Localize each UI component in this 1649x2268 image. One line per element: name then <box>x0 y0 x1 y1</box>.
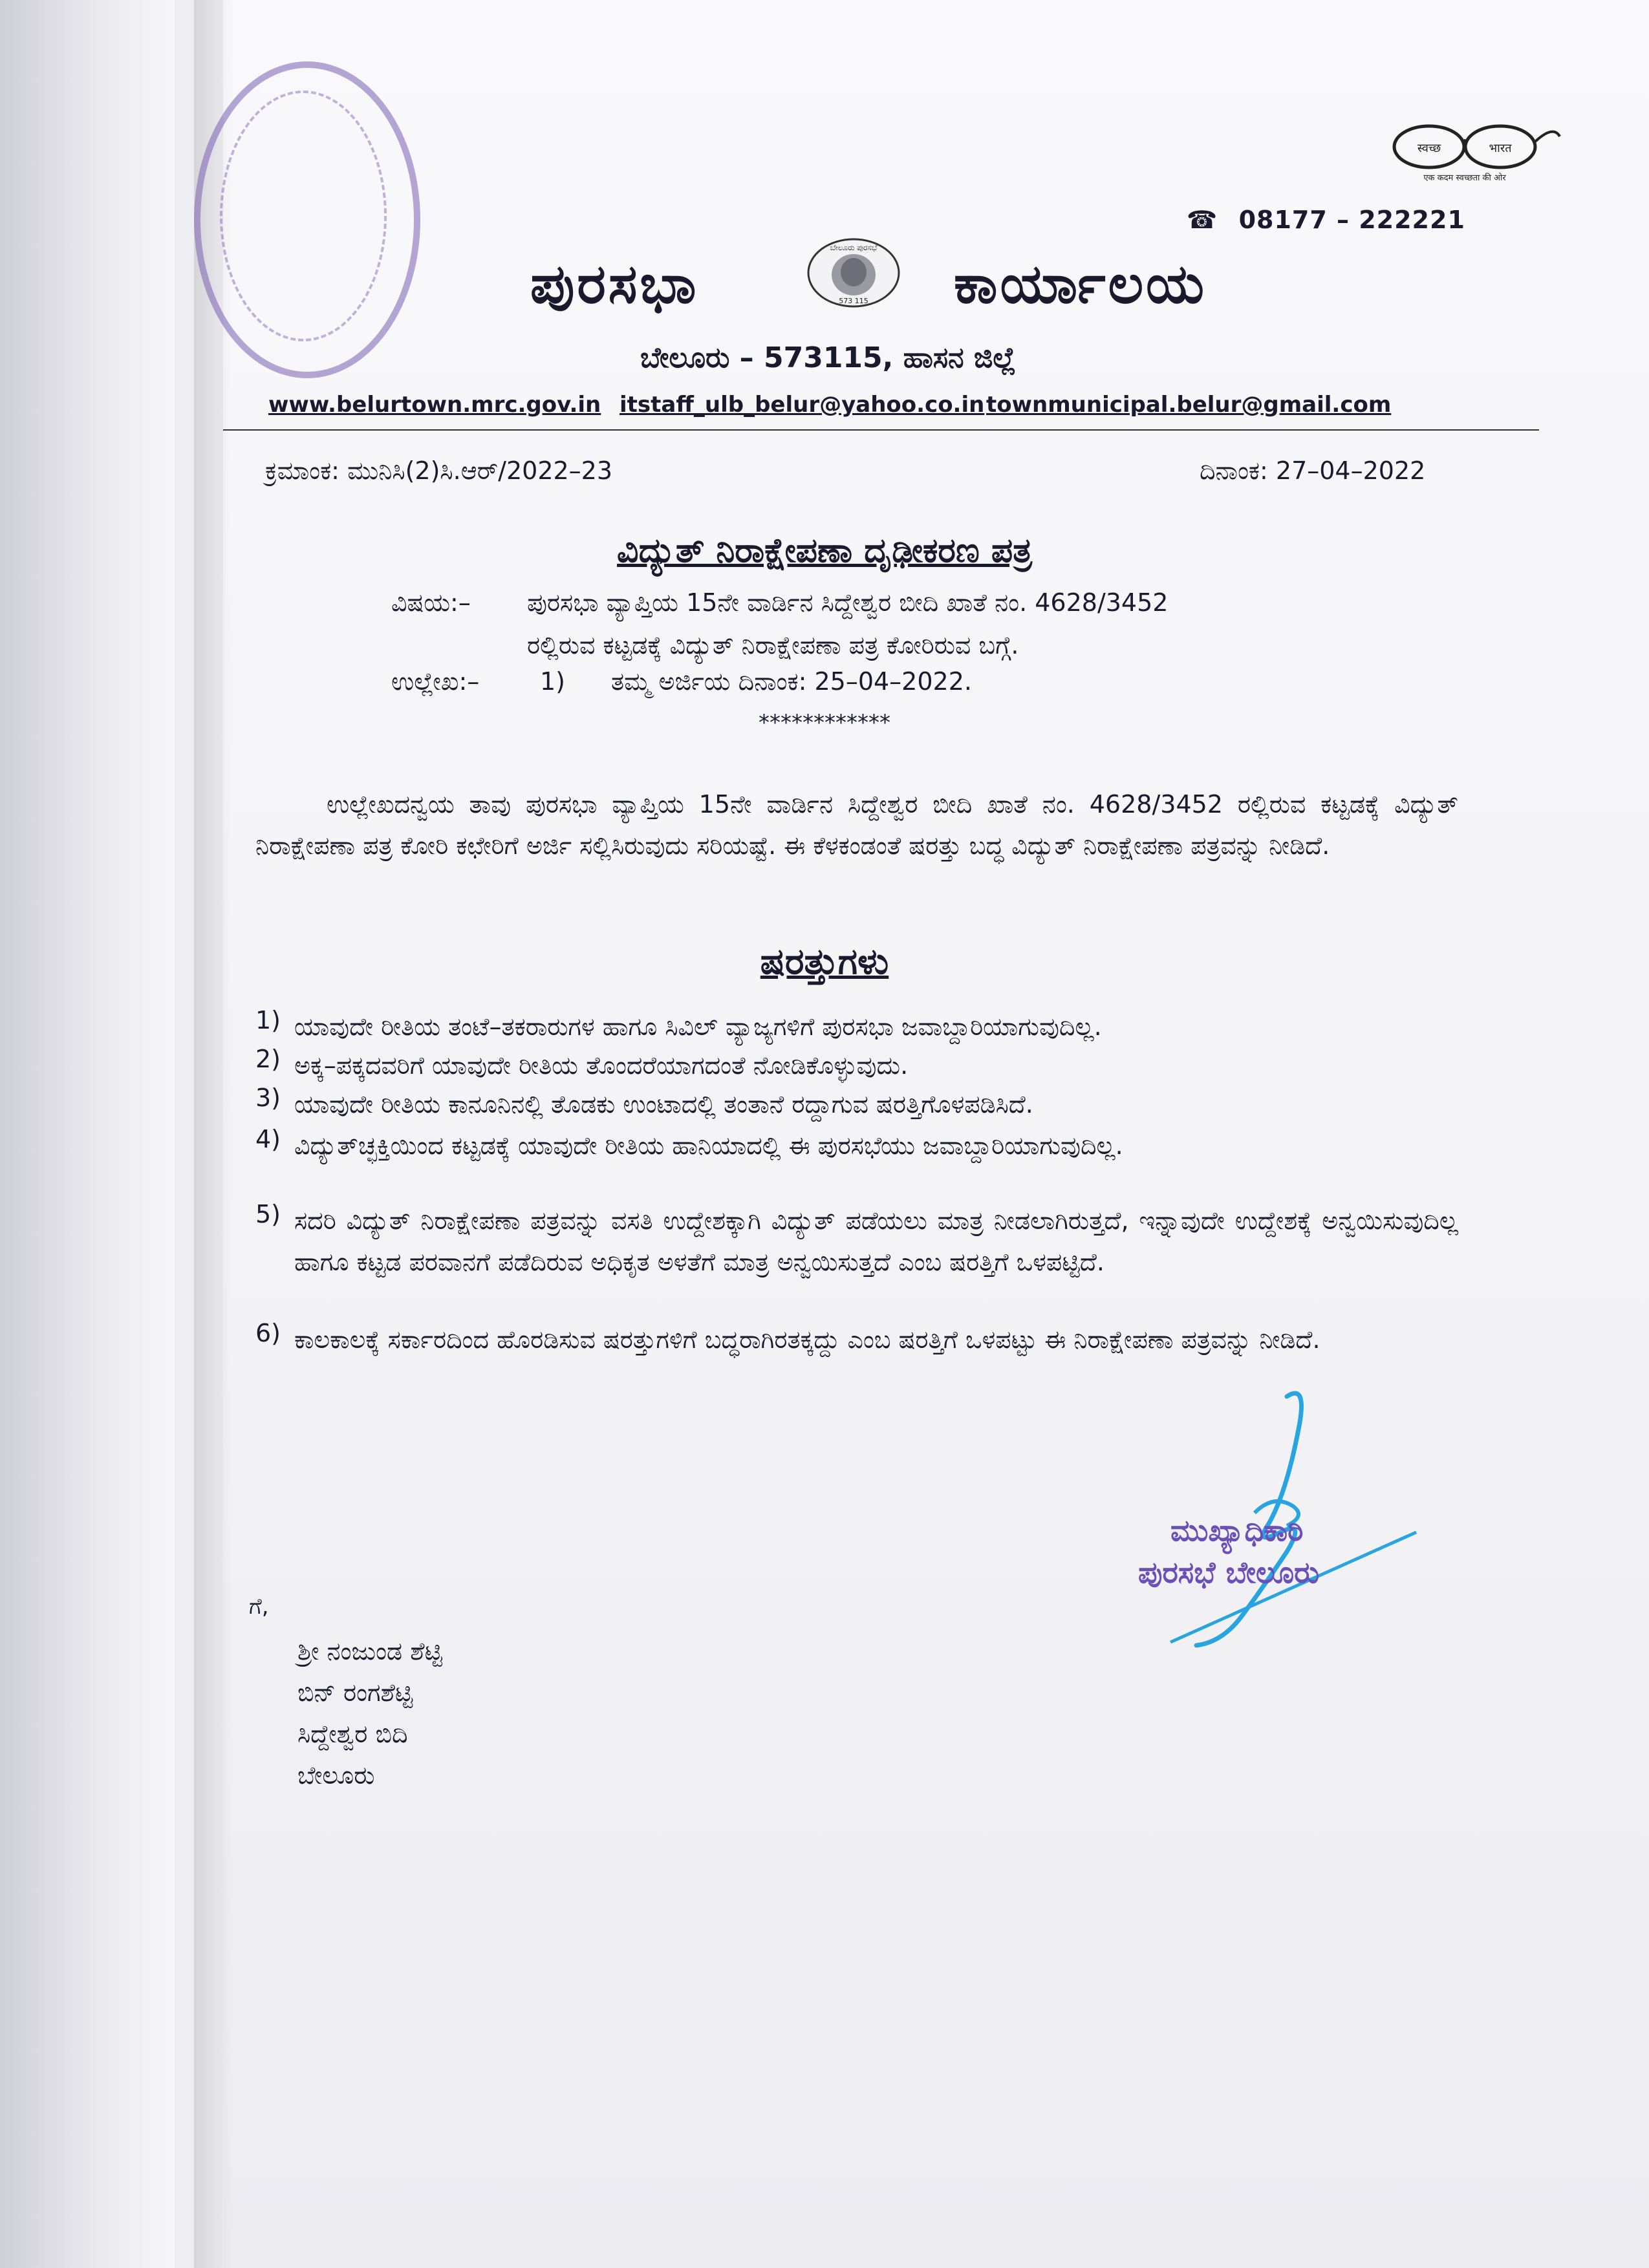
condition-number: 1) <box>255 1006 281 1034</box>
subject-line-2: ರಲ್ಲಿರುವ ಕಟ್ಟಡಕ್ಕೆ ವಿದ್ಯುತ್ ನಿರಾಕ್ಷೇಪಣಾ ಪತ್ರ ಕೋರಿರುವ ಬಗ್ಗೆ. <box>527 631 1019 659</box>
designation-stamp-line-1: ಮುಖ್ಯಾಧಿಕಾರಿ <box>1170 1513 1304 1548</box>
condition-text: ಯಾವುದೇ ರೀತಿಯ ತಂಟೆ–ತಕರಾರುಗಳ ಹಾಗೂ ಸಿವಿಲ್ ವ್ಯಾಜ್ಯಗಳಿಗೆ ಪುರಸಭಾ ಜವಾಬ್ದಾರಿಯಾಗುವುದಿಲ್ಲ. <box>294 1012 1102 1041</box>
header-divider <box>223 429 1539 431</box>
letter-date: ದಿನಾಂಕ: 27–04–2022 <box>1200 456 1426 485</box>
condition-text: ಕಾಲಕಾಲಕ್ಕೆ ಸರ್ಕಾರದಿಂದ ಹೊರಡಿಸುವ ಷರತ್ತುಗಳಿಗೆ ಬದ್ಧರಾಗಿರತಕ್ಕದ್ದು ಎಂಬ ಷರತ್ತಿಗೆ ಒಳಪಟ್ಟು ಈ ನಿರಾಕ್ಷೇಪಣಾ ಪತ್ರವನ್ನು ನೀಡಿದೆ. <box>294 1325 1320 1354</box>
email-link-gmail[interactable]: townmunicipal.belur@gmail.com <box>986 392 1392 418</box>
recipient-line: ಬೇಲೂರು <box>297 1761 375 1790</box>
org-name-right: ಕಾರ್ಯಾಲಯ <box>954 252 1207 316</box>
municipal-emblem <box>805 236 902 310</box>
reference-number: ಕ್ರಮಾಂಕ: ಮುನಿಸಿ(2)ಸಿ.ಆರ್/2022–23 <box>265 456 613 485</box>
designation-stamp-line-2: ಪುರಸಭೆ ಬೇಲೂರು <box>1138 1555 1320 1590</box>
reference-number-item: 1) <box>540 667 566 696</box>
condition-number: 2) <box>255 1045 281 1073</box>
page-fold-shadow <box>194 0 233 2268</box>
recipient-line: ಬಿನ್ ರಂಗಶೆಟ್ಟಿ <box>297 1678 413 1707</box>
conditions-heading: ಷರತ್ತುಗಳು <box>760 941 889 983</box>
condition-number: 3) <box>255 1084 281 1112</box>
condition-text: ಅಕ್ಕ–ಪಕ್ಕದವರಿಗೆ ಯಾವುದೇ ರೀತಿಯ ತೊಂದರೆಯಾಗದಂತೆ ನೋಡಿಕೊಳ್ಳುವುದು. <box>294 1051 909 1080</box>
emblem-text-top: ಬೇಲೂರು ಪುರಸಭೆ <box>830 243 878 252</box>
condition-text: ಯಾವುದೇ ರೀತಿಯ ಕಾನೂನಿನಲ್ಲಿ ತೊಡಕು ಉಂಟಾದಲ್ಲಿ ತಂತಾನೆ ರದ್ದಾಗುವ ಷರತ್ತಿಗೊಳಪಡಿಸಿದೆ. <box>294 1090 1033 1118</box>
office-phone <box>1187 206 1465 234</box>
body-paragraph <box>255 784 1458 866</box>
condition-text: ಸದರಿ ವಿದ್ಯುತ್ ನಿರಾಕ್ಷೇಪಣಾ ಪತ್ರವನ್ನು ವಸತಿ ಉದ್ದೇಶಕ್ಕಾಗಿ ವಿದ್ಯುತ್ ಪಡೆಯಲು ಮಾತ್ರ ನೀಡಲಾಗಿರುತ್ತದೆ, ಇನ್ನಾವುದೇ ಉದ್ದೇಶಕ್ಕೆ ಅನ್ವಯಿಸುವುದಿಲ್ಲ ಹಾಗೂ ಕಟ್ಟಡ ಪರವಾನಗೆ ಪಡೆದಿರುವ ಅಧಿಕೃತ ಅಳತೆಗೆ ಮಾತ್ರ ಅನ್ವಯಿಸುತ್ತದೆ ಎಂಬ ಷರತ್ತಿಗೆ ಒಳಪಟ್ಟಿದೆ. <box>294 1206 1458 1276</box>
telephone-icon: ☎ <box>1187 206 1218 234</box>
recipient-prefix: ಗೆ, <box>249 1594 269 1620</box>
swachh-left-word: स्वच्छ <box>1417 142 1441 155</box>
condition-number: 6) <box>255 1319 281 1347</box>
condition-number: 5) <box>255 1200 281 1228</box>
office-seal-inner-ring <box>220 91 387 341</box>
scan-margin <box>0 0 175 2268</box>
website-link[interactable]: www.belurtown.mrc.gov.in <box>268 392 601 418</box>
org-name-left: ಪುರಸಭಾ <box>530 252 699 316</box>
condition-number: 4) <box>255 1125 281 1153</box>
swachh-right-word: भारत <box>1489 142 1512 155</box>
subject-label: ವಿಷಯ:– <box>391 588 471 617</box>
letter-title: ವಿದ್ಯುತ್ ನಿರಾಕ್ಷೇಪಣಾ ದೃಢೀಕರಣ ಪತ್ರ <box>617 531 1032 570</box>
recipient-line: ಶ್ರೀ ನಂಜುಂಡ ಶೆಟ್ಟಿ <box>297 1637 443 1665</box>
recipient-line: ಸಿದ್ದೇಶ್ವರ ಬಿದಿ <box>297 1720 408 1748</box>
reference-label: ಉಲ್ಲೇಖ:– <box>391 667 480 696</box>
separator-stars: ************ <box>759 710 890 736</box>
subject-line-1: ಪುರಸಭಾ ವ್ಯಾಪ್ತಿಯ 15ನೇ ವಾರ್ಡಿನ ಸಿದ್ದೇಶ್ವರ ಬೀದಿ ಖಾತೆ ನಂ. 4628/3452 <box>527 588 1169 617</box>
body-text: ಉಲ್ಲೇಖದನ್ವಯ ತಾವು ಪುರಸಭಾ ವ್ಯಾಪ್ತಿಯ 15ನೇ ವಾರ್ಡಿನ ಸಿದ್ದೇಶ್ವರ ಬೀದಿ ಖಾತೆ ನಂ. 4628/3452 ರಲ್ಲಿರುವ ಕಟ್ಟಡಕ್ಕೆ ವಿದ್ಯುತ್ ನಿರಾಕ್ಷೇಪಣಾ ಪತ್ರ ಕೋರಿ ಕಛೇರಿಗೆ ಅರ್ಜಿ ಸಲ್ಲಿಸಿರುವುದು ಸರಿಯಷ್ಟೆ. ಈ ಕೆಳಕಂಡಂತೆ ಷರತ್ತು ಬದ್ಧ ವಿದ್ಯುತ್ ನಿರಾಕ್ಷೇಪಣಾ ಪತ್ರವನ್ನು ನೀಡಿದೆ. <box>255 790 1458 860</box>
reference-text: ತಮ್ಮ ಅರ್ಜಿಯ ದಿನಾಂಕ: 25–04–2022. <box>611 667 972 696</box>
phone-number: 08177 – 222221 <box>1238 206 1465 234</box>
swachh-tagline: एक कदम स्वच्छता की ओर <box>1423 173 1506 183</box>
office-address: ಬೇಲೂರು – 573115, ಹಾಸನ ಜಿಲ್ಲೆ <box>640 341 1016 374</box>
condition-text: ವಿದ್ಯುತ್‌ಚ್ಛಕ್ತಿಯಿಂದ ಕಟ್ಟಡಕ್ಕೆ ಯಾವುದೇ ರೀತಿಯ ಹಾನಿಯಾದಲ್ಲಿ ಈ ಪುರಸಭೆಯು ಜವಾಬ್ದಾರಿಯಾಗುವುದಿಲ್ಲ. <box>294 1131 1123 1160</box>
email-link-yahoo[interactable]: itstaff_ulb_belur@yahoo.co.in <box>620 392 985 418</box>
swachh-bharat-logo <box>1384 113 1565 184</box>
emblem-text-bottom: 573 115 <box>839 297 868 305</box>
